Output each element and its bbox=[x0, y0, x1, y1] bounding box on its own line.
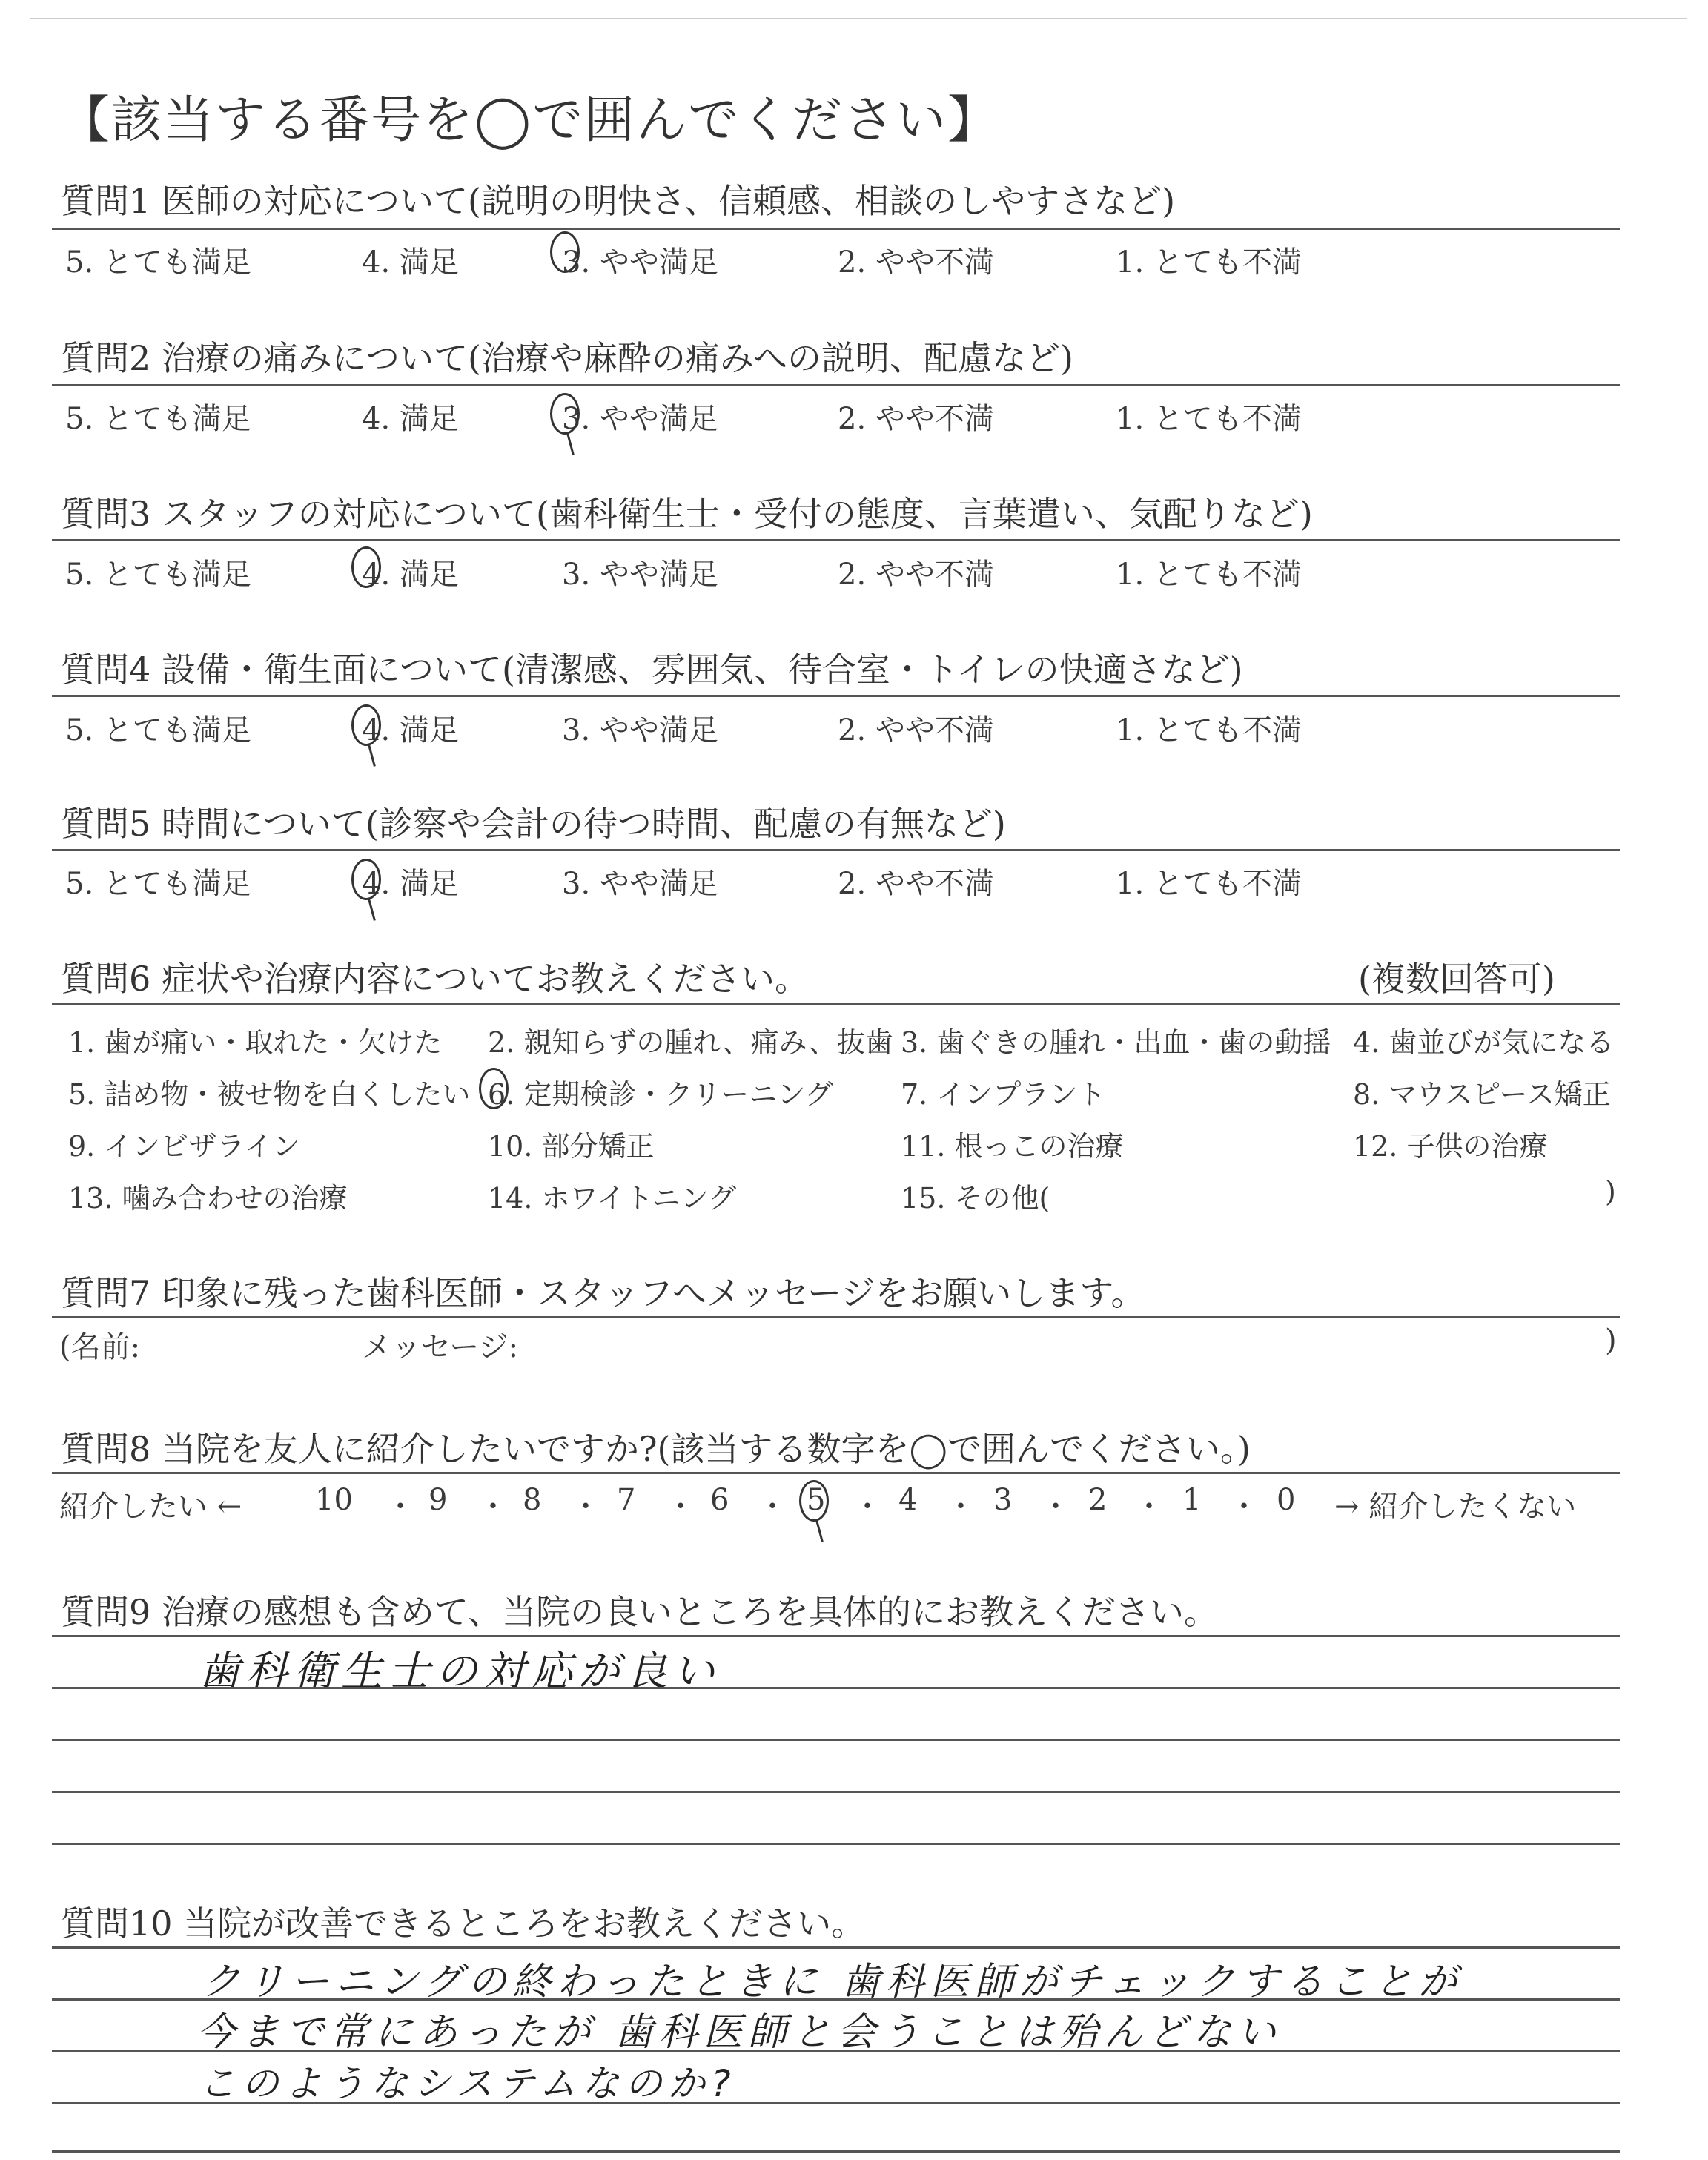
divider bbox=[52, 695, 1620, 697]
q3-option-2[interactable]: 2. やや不満 bbox=[838, 558, 994, 592]
question-9-label: 質問9 治療の感想も含めて、当院の良いところを具体的にお教えください。 bbox=[61, 1592, 1218, 1632]
selection-circle bbox=[351, 859, 381, 900]
q3-option-1[interactable]: 1. とても不満 bbox=[1116, 558, 1302, 592]
question-8-label: 質問8 当院を友人に紹介したいですか?(該当する数字を◯で囲んでください。) bbox=[61, 1429, 1251, 1469]
scale-0[interactable]: 0 bbox=[1277, 1483, 1296, 1517]
q6-item-1[interactable]: 1. 歯が痛い・取れた・欠けた bbox=[68, 1026, 443, 1059]
q5-option-2[interactable]: 2. やや不満 bbox=[838, 867, 994, 901]
divider bbox=[52, 228, 1620, 230]
q3-option-3[interactable]: 3. やや満足 bbox=[562, 558, 718, 592]
handwritten-answer-line-2: 今まで常にあったが 歯科医師と会うことは殆んどない bbox=[196, 2010, 1282, 2055]
recommend-left-label: 紹介したい ← bbox=[59, 1490, 242, 1524]
close-paren: ) bbox=[1605, 1324, 1617, 1358]
q6-item-7[interactable]: 7. インプラント bbox=[901, 1078, 1106, 1111]
question-6-label: 質問6 症状や治療内容についてお教えください。 bbox=[61, 959, 809, 999]
scale-1[interactable]: 1 bbox=[1182, 1483, 1202, 1517]
q5-option-3[interactable]: 3. やや満足 bbox=[562, 867, 718, 901]
q4-option-4[interactable]: 4. 満足 bbox=[362, 713, 459, 747]
q6-item-5[interactable]: 5. 詰め物・被せ物を白くしたい bbox=[68, 1078, 471, 1111]
scale-dot: ・ bbox=[1134, 1490, 1164, 1524]
q1-option-2[interactable]: 2. やや不満 bbox=[838, 245, 994, 280]
q1-option-3[interactable]: 3. やや満足 bbox=[562, 245, 718, 280]
selection-circle bbox=[550, 231, 580, 273]
q4-option-5[interactable]: 5. とても満足 bbox=[65, 713, 251, 747]
q6-item-14[interactable]: 14. ホワイトニング bbox=[488, 1182, 737, 1215]
scale-dot: ・ bbox=[478, 1490, 508, 1524]
q1-option-1[interactable]: 1. とても不満 bbox=[1116, 245, 1302, 280]
q5-option-5[interactable]: 5. とても満足 bbox=[65, 867, 251, 901]
q6-item-10[interactable]: 10. 部分矯正 bbox=[488, 1130, 655, 1163]
scale-dot: ・ bbox=[1041, 1490, 1070, 1524]
scale-9[interactable]: 9 bbox=[428, 1483, 448, 1517]
scale-dot: ・ bbox=[666, 1490, 695, 1524]
answer-line bbox=[52, 1843, 1620, 1845]
scale-6[interactable]: 6 bbox=[710, 1483, 729, 1517]
question-1-label: 質問1 医師の対応について(説明の明快さ、信頼感、相談のしやすさなど) bbox=[61, 181, 1176, 221]
question-5-label: 質問5 時間について(診察や会計の待つ時間、配慮の有無など) bbox=[61, 804, 1006, 844]
answer-line bbox=[52, 1687, 1620, 1689]
q6-item-2[interactable]: 2. 親知らずの腫れ、痛み、抜歯 bbox=[488, 1026, 893, 1059]
top-border bbox=[30, 18, 1687, 19]
selection-circle bbox=[799, 1480, 829, 1522]
q6-item-4[interactable]: 4. 歯並びが気になる bbox=[1353, 1026, 1615, 1059]
selection-circle bbox=[351, 546, 381, 588]
answer-line bbox=[52, 2150, 1620, 2153]
scale-3[interactable]: 3 bbox=[993, 1483, 1013, 1517]
scale-dot: ・ bbox=[1229, 1490, 1259, 1524]
handwritten-answer-line-1: クリーニングの終わったときに 歯科医師がチェックすることが bbox=[202, 1960, 1463, 2004]
q2-option-3[interactable]: 3. やや満足 bbox=[562, 402, 718, 436]
answer-line bbox=[52, 1635, 1620, 1637]
q1-option-5[interactable]: 5. とても満足 bbox=[65, 245, 251, 280]
q2-option-1[interactable]: 1. とても不満 bbox=[1116, 402, 1302, 436]
answer-line bbox=[52, 1791, 1620, 1793]
q4-option-2[interactable]: 2. やや不満 bbox=[838, 713, 994, 747]
recommend-right-label: → 紹介したくない bbox=[1334, 1490, 1577, 1524]
selection-circle-tail bbox=[815, 1520, 824, 1542]
close-paren: ) bbox=[1605, 1175, 1616, 1208]
q6-item-6[interactable]: 6. 定期検診・クリーニング bbox=[488, 1078, 833, 1111]
question-7-label: 質問7 印象に残った歯科医師・スタッフへメッセージをお願いします。 bbox=[61, 1273, 1145, 1313]
q1-option-4[interactable]: 4. 満足 bbox=[362, 245, 459, 280]
q6-item-11[interactable]: 11. 根っこの治療 bbox=[901, 1130, 1124, 1163]
scale-dot: ・ bbox=[946, 1490, 976, 1524]
divider bbox=[52, 1316, 1620, 1318]
question-10-label: 質問10 当院が改善できるところをお教えください。 bbox=[61, 1903, 866, 1943]
q5-option-1[interactable]: 1. とても不満 bbox=[1116, 867, 1302, 901]
q3-option-4[interactable]: 4. 満足 bbox=[362, 558, 459, 592]
answer-line bbox=[52, 1739, 1620, 1741]
scale-5[interactable]: 5 bbox=[807, 1483, 826, 1517]
q6-item-15[interactable]: 15. その他( bbox=[901, 1182, 1050, 1215]
q4-option-3[interactable]: 3. やや満足 bbox=[562, 713, 718, 747]
page-title: 【該当する番号を◯で囲んでください】 bbox=[59, 91, 1000, 150]
scale-4[interactable]: 4 bbox=[898, 1483, 918, 1517]
selection-circle bbox=[479, 1068, 509, 1109]
q6-item-13[interactable]: 13. 噛み合わせの治療 bbox=[68, 1182, 348, 1215]
selection-circle bbox=[351, 704, 381, 746]
answer-line bbox=[52, 2050, 1620, 2052]
divider bbox=[52, 849, 1620, 851]
name-label: (名前: bbox=[59, 1330, 141, 1364]
message-label: メッセージ: bbox=[362, 1330, 519, 1364]
q2-option-4[interactable]: 4. 満足 bbox=[362, 402, 459, 436]
q5-option-4[interactable]: 4. 満足 bbox=[362, 867, 459, 901]
divider bbox=[52, 1003, 1620, 1005]
q6-item-12[interactable]: 12. 子供の治療 bbox=[1353, 1130, 1548, 1163]
divider bbox=[52, 384, 1620, 386]
scale-dot: ・ bbox=[853, 1490, 882, 1524]
answer-line bbox=[52, 1946, 1620, 1949]
question-2-label: 質問2 治療の痛みについて(治療や麻酔の痛みへの説明、配慮など) bbox=[61, 338, 1073, 378]
question-3-label: 質問3 スタッフの対応について(歯科衛生士・受付の態度、言葉遣い、気配りなど) bbox=[61, 494, 1313, 534]
scale-2[interactable]: 2 bbox=[1088, 1483, 1108, 1517]
handwritten-answer-line-3: このようなシステムなのか? bbox=[199, 2062, 737, 2105]
divider bbox=[52, 1472, 1620, 1474]
q3-option-5[interactable]: 5. とても満足 bbox=[65, 558, 251, 592]
q6-item-8[interactable]: 8. マウスピース矯正 bbox=[1353, 1078, 1611, 1111]
q6-item-3[interactable]: 3. 歯ぐきの腫れ・出血・歯の動揺 bbox=[901, 1026, 1331, 1059]
q6-item-9[interactable]: 9. インビザライン bbox=[68, 1130, 301, 1163]
q2-option-5[interactable]: 5. とても満足 bbox=[65, 402, 251, 436]
scale-7[interactable]: 7 bbox=[617, 1483, 636, 1517]
scale-10[interactable]: 10 bbox=[315, 1483, 353, 1517]
scale-dot: ・ bbox=[385, 1490, 415, 1524]
handwritten-answer: 歯科衛生士の対応が良い bbox=[199, 1648, 721, 1696]
answer-line bbox=[52, 2102, 1620, 2104]
divider bbox=[52, 539, 1620, 541]
multiple-answers-note: (複数回答可) bbox=[1358, 959, 1555, 999]
q4-option-1[interactable]: 1. とても不満 bbox=[1116, 713, 1302, 747]
selection-circle bbox=[550, 393, 580, 435]
scale-dot: ・ bbox=[571, 1490, 600, 1524]
scale-dot: ・ bbox=[758, 1490, 787, 1524]
scale-8[interactable]: 8 bbox=[523, 1483, 542, 1517]
q2-option-2[interactable]: 2. やや不満 bbox=[838, 402, 994, 436]
question-4-label: 質問4 設備・衛生面について(清潔感、雰囲気、待合室・トイレの快適さなど) bbox=[61, 650, 1243, 690]
